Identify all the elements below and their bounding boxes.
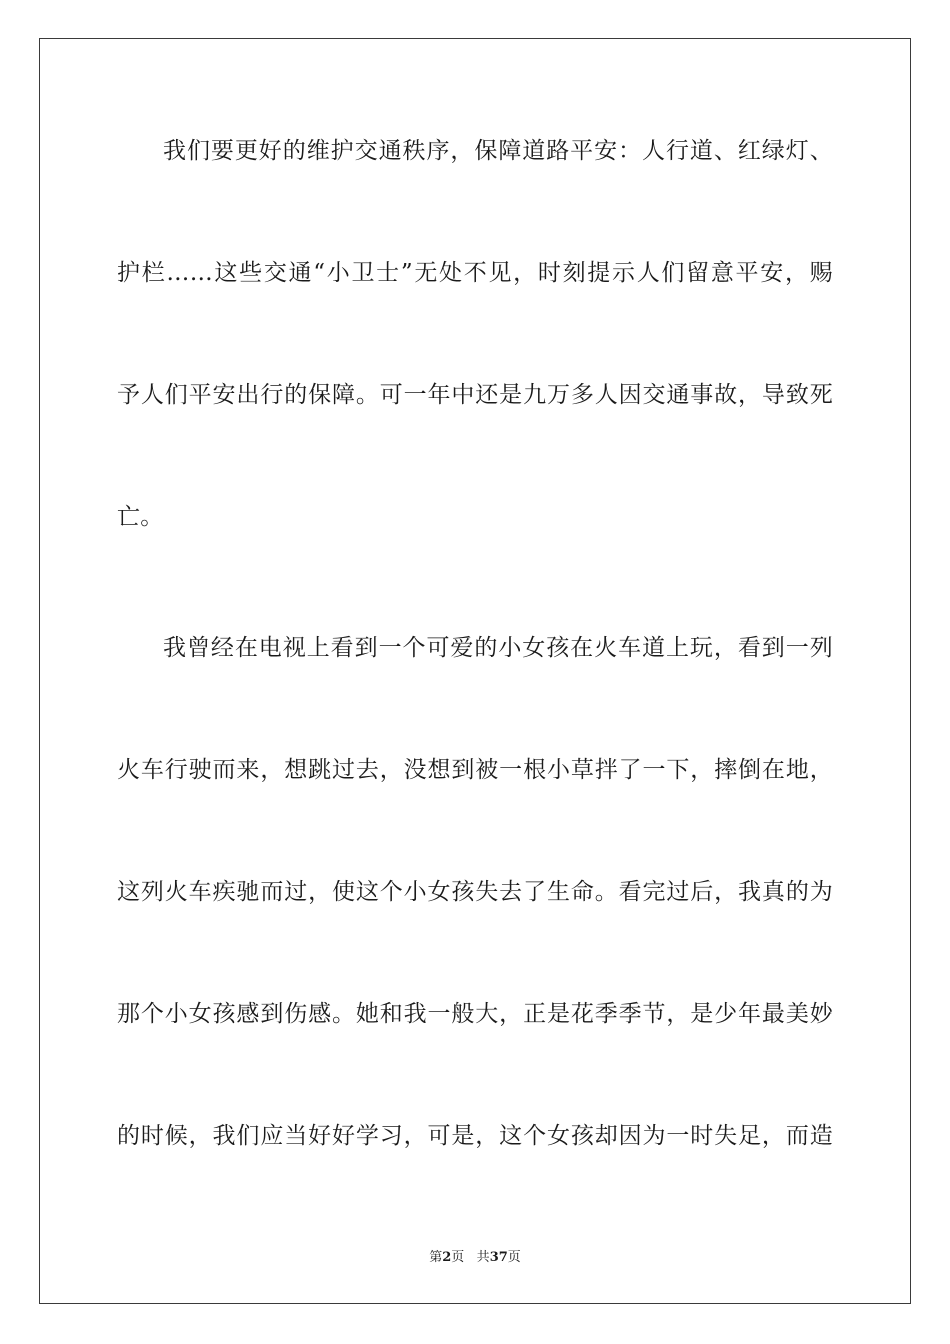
total-pages: 37 <box>489 1250 508 1265</box>
text-line: 亡。 <box>117 504 164 530</box>
text-line: 的时候，我们应当好好学习，可是，这个女孩却因为一时失足，而造 <box>117 1123 833 1149</box>
text-line: 那个小女孩感到伤感。她和我一般大，正是花季季节，是少年最美妙 <box>117 1001 833 1027</box>
page-border <box>39 38 911 1304</box>
page-number: 2 <box>442 1250 452 1265</box>
text-line: 我曾经在电视上看到一个可爱的小女孩在火车道上玩，看到一列 <box>163 635 833 661</box>
page-footer <box>0 1249 950 1267</box>
text-line: 火车行驶而来，想跳过去，没想到被一根小草拌了一下，摔倒在地， <box>117 757 833 783</box>
text-line: 我们要更好的维护交通秩序，保障道路平安：人行道、红绿灯、 <box>163 138 833 164</box>
text-line: 予人们平安出行的保障。可一年中还是九万多人因交通事故，导致死 <box>117 382 833 408</box>
text-line: 护栏……这些交通“小卫士”无处不见，时刻提示人们留意平安，赐 <box>117 260 833 286</box>
page-label-prefix: 第 <box>429 1250 443 1265</box>
text-line: 这列火车疾驰而过，使这个小女孩失去了生命。看完过后，我真的为 <box>117 879 833 905</box>
page-label-suffix: 页 <box>451 1250 465 1265</box>
total-label-suffix: 页 <box>507 1250 521 1265</box>
total-label-prefix: 共 <box>476 1250 490 1265</box>
